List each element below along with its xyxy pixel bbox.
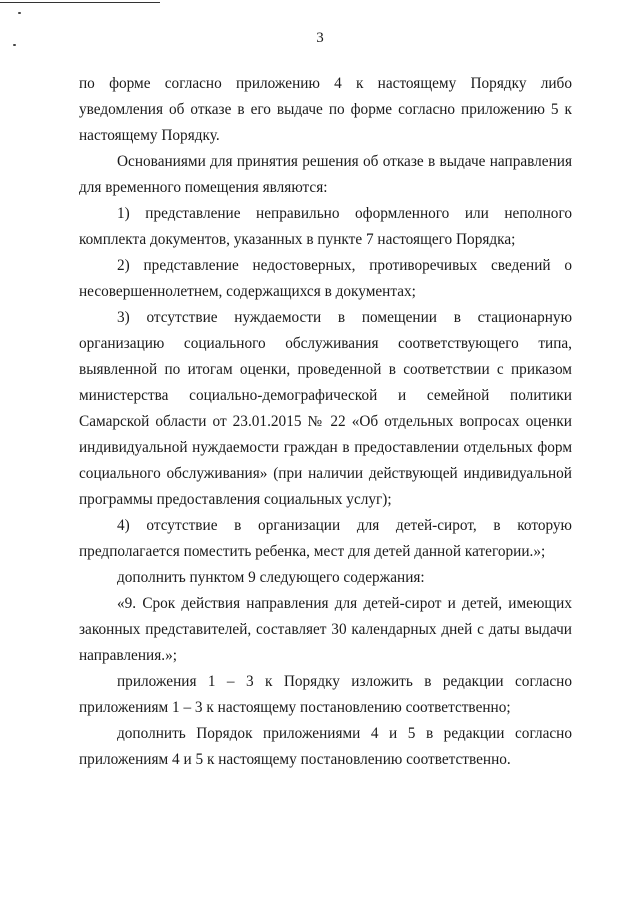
document-body: [79, 71, 572, 773]
scan-edge-line: [0, 2, 160, 3]
text-line: 3) отсутствие нуждаемости в помещении в стационарную: [117, 309, 572, 326]
paragraph: [79, 253, 572, 305]
text-line: несовершеннолетнем, содержащихся в документах;: [79, 283, 416, 300]
text-line: настоящему Порядку.: [79, 127, 220, 144]
paragraph: [79, 513, 572, 565]
text-line: приложениям 1 – 3 к настоящему постановлению соответственно;: [79, 699, 511, 716]
text-line: по форме согласно приложению 4 к настоящему Порядку либо: [79, 75, 572, 92]
text-line: «9. Срок действия направления для детей-сирот и детей, имеющих: [117, 595, 572, 612]
text-line: для временного помещения являются:: [79, 179, 328, 196]
paragraph: [79, 305, 572, 513]
paragraph: [79, 721, 572, 773]
text-line: индивидуальной нуждаемости граждан в предоставлении отдельных форм: [79, 439, 572, 456]
text-line: выявленной по итогам оценки, проведенной в соответствии с приказом: [79, 361, 572, 378]
text-line: Самарской области от 23.01.2015 № 22 «Об отдельных вопросах оценки: [79, 413, 572, 430]
text-line: законных представителей, составляет 30 календарных дней с даты выдачи: [79, 621, 572, 638]
text-line: организацию социального обслуживания соответствующего типа,: [79, 335, 572, 352]
paragraph: [79, 71, 572, 149]
text-line: направления.»;: [79, 647, 177, 664]
page-number: 3: [316, 30, 324, 46]
paragraph: [79, 149, 572, 201]
text-line: приложения 1 – 3 к Порядку изложить в редакции согласно: [117, 673, 572, 690]
text-line: предполагается поместить ребенка, мест для детей данной категории.»;: [79, 543, 546, 560]
text-line: программы предоставления социальных услуг);: [79, 491, 392, 508]
text-line: 2) представление недостоверных, противоречивых сведений о: [117, 257, 572, 274]
text-line: министерства социально-демографической и семейной политики: [79, 387, 572, 404]
paragraph: [79, 201, 572, 253]
paragraph: [79, 669, 572, 721]
text-line: 4) отсутствие в организации для детей-сирот, в которую: [117, 517, 572, 534]
text-line: социального обслуживания» (при наличии действующей индивидуальной: [79, 465, 572, 482]
paragraph: [79, 565, 572, 591]
scan-speck: [18, 12, 21, 14]
text-line: Основаниями для принятия решения об отказе в выдаче направления: [117, 153, 572, 170]
text-line: 1) представление неправильно оформленного или неполного: [117, 205, 572, 222]
text-line: дополнить Порядок приложениями 4 и 5 в редакции согласно: [117, 725, 572, 742]
text-line: дополнить пунктом 9 следующего содержания:: [117, 569, 425, 586]
paragraph: [79, 591, 572, 669]
text-line: комплекта документов, указанных в пункте 7 настоящего Порядка;: [79, 231, 516, 248]
text-line: приложениям 4 и 5 к настоящему постановлению соответственно.: [79, 751, 511, 768]
text-line: уведомления об отказе в его выдаче по форме согласно приложению 5 к: [79, 101, 572, 118]
